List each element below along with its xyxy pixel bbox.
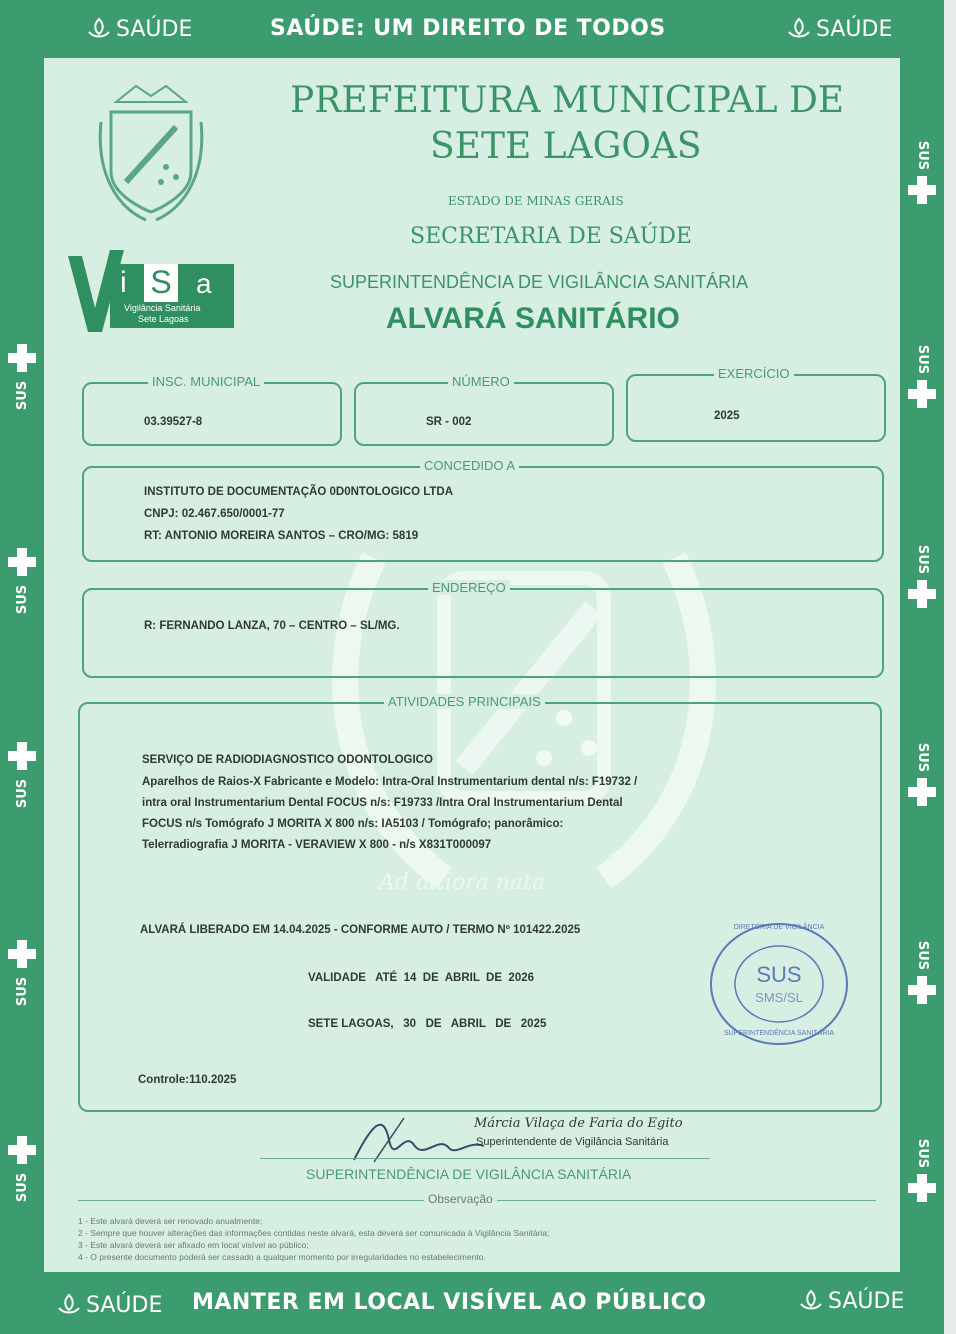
sus-mark-left xyxy=(4,344,40,464)
endereco-box xyxy=(82,580,884,678)
saude-label: SAÚDE xyxy=(828,1288,905,1314)
sus-cross-icon xyxy=(908,176,936,204)
sus-mark-right xyxy=(904,1138,940,1258)
numero-value: SR - 002 xyxy=(426,416,472,428)
sus-label: SUS xyxy=(915,544,931,575)
saude-leaf-icon xyxy=(798,1288,824,1314)
validade-text: VALIDADE ATÉ 14 DE ABRIL DE 2026 xyxy=(308,972,535,984)
observacao-item: 2 - Sempre que houver alterações das informações contidas neste alvará, esta deverá ser comunicada à Vigilância Sanitária; xyxy=(78,1228,550,1238)
visa-letter: a xyxy=(196,268,212,299)
exercicio-box xyxy=(626,366,886,442)
saude-label: SAÚDE xyxy=(86,1292,163,1318)
insc-municipal-box xyxy=(82,374,342,446)
visa-letter: S xyxy=(144,264,178,302)
sus-mark-right xyxy=(904,140,940,260)
stamp-center-sus: SUS xyxy=(756,962,802,987)
sus-label: SUS xyxy=(15,1172,31,1203)
sus-cross-icon xyxy=(908,778,936,806)
observacao-label: Observação xyxy=(424,1192,497,1206)
state-name: ESTADO DE MINAS GERAIS xyxy=(448,194,624,208)
title-line-1: PREFEITURA MUNICIPAL DE xyxy=(290,80,845,121)
paper-edge xyxy=(944,0,956,1334)
visa-subtitle: Sete Lagoas xyxy=(138,314,189,324)
saude-label: SAÚDE xyxy=(116,16,193,42)
visa-letter: i xyxy=(120,266,127,299)
atividades-line: intra oral Instrumentarium Dental FOCUS n/s: F19733 /Intra Oral Instrumentarium Dental xyxy=(142,797,623,809)
stamp-center-sms: SMS/SL xyxy=(755,990,803,1005)
sus-label: SUS xyxy=(915,1138,931,1169)
numero-label: NÚMERO xyxy=(448,374,514,389)
saude-leaf-icon xyxy=(786,16,812,42)
bottom-banner: MANTER EM LOCAL VISÍVEL AO PÚBLICO xyxy=(192,1290,707,1315)
sus-mark-right xyxy=(904,940,940,1060)
signature-footer: SUPERINTENDÊNCIA DE VIGILÂNCIA SANITÁRIA xyxy=(306,1166,632,1182)
signatory-name: Márcia Vilaça de Faria do Egito xyxy=(474,1116,683,1131)
sus-mark-right xyxy=(904,344,940,464)
visa-subtitle: Vigilância Sanitária xyxy=(124,303,201,313)
saude-label: SAÚDE xyxy=(816,16,893,42)
signatory-role: Superintendente de Vigilância Sanitária xyxy=(476,1136,669,1148)
controle-number: Controle:110.2025 xyxy=(138,1074,237,1086)
sus-stamp xyxy=(708,920,850,1048)
sus-label: SUS xyxy=(15,976,31,1007)
concedido-label: CONCEDIDO A xyxy=(420,458,519,473)
document-sheet xyxy=(44,58,900,1272)
sus-label: SUS xyxy=(15,778,31,809)
sus-cross-icon xyxy=(8,742,36,770)
superintendence-name: SUPERINTENDÊNCIA DE VIGILÂNCIA SANITÁRIA xyxy=(330,272,749,292)
top-banner: SAÚDE: UM DIREITO DE TODOS xyxy=(270,16,666,41)
sus-cross-icon xyxy=(8,1136,36,1164)
atividades-title: SERVIÇO DE RADIODIAGNOSTICO ODONTOLOGICO xyxy=(142,754,433,766)
sus-label: SUS xyxy=(915,344,931,375)
insc-municipal-value: 03.39527-8 xyxy=(144,416,203,428)
sus-mark-left xyxy=(4,742,40,862)
saude-logo-top-left xyxy=(86,16,192,42)
sus-cross-icon xyxy=(8,548,36,576)
saude-logo-top-right xyxy=(786,16,892,42)
signature-line xyxy=(260,1158,710,1159)
concedido-name: INSTITUTO DE DOCUMENTAÇÃO 0D0NTOLOGICO LTDA xyxy=(144,486,454,498)
sus-mark-left xyxy=(4,940,40,1060)
sus-label: SUS xyxy=(915,742,931,773)
sus-cross-icon xyxy=(908,580,936,608)
insc-municipal-label: INSC. MUNICIPAL xyxy=(148,374,264,389)
visa-logo xyxy=(66,248,238,338)
observacao-item: 4 - O presente documento poderá ser cassado a qualquer momento por irregularidades no estabelecimento. xyxy=(78,1252,486,1262)
document-title: ALVARÁ SANITÁRIO xyxy=(386,302,680,335)
sus-mark-left xyxy=(4,1136,40,1256)
concedido-box xyxy=(82,458,884,562)
sus-mark-left xyxy=(4,548,40,668)
handwritten-signature xyxy=(344,1110,494,1170)
sus-cross-icon xyxy=(8,344,36,372)
concedido-cnpj: CNPJ: 02.467.650/0001-77 xyxy=(144,508,285,520)
atividades-box xyxy=(78,694,882,1112)
sus-label: SUS xyxy=(15,584,31,615)
endereco-label: ENDEREÇO xyxy=(428,580,510,595)
sus-cross-icon xyxy=(8,940,36,968)
endereco-value: R: FERNANDO LANZA, 70 – CENTRO – SL/MG. xyxy=(144,620,400,632)
saude-logo-bottom-left xyxy=(56,1292,162,1318)
saude-logo-bottom-right xyxy=(798,1288,904,1314)
sus-cross-icon xyxy=(908,1174,936,1202)
concedido-rt: RT: ANTONIO MOREIRA SANTOS – CRO/MG: 5819 xyxy=(144,530,419,542)
sus-mark-right xyxy=(904,742,940,862)
title-line-2: SETE LAGOAS xyxy=(430,126,702,167)
watermark-motto: Ad altiora nata xyxy=(379,870,546,895)
sus-cross-icon xyxy=(908,380,936,408)
atividades-line: Aparelhos de Raios-X Fabricante e Modelo: Intra-Oral Instrumentarium dental n/s: F19732 / xyxy=(142,776,638,788)
sus-cross-icon xyxy=(908,976,936,1004)
saude-leaf-icon xyxy=(56,1292,82,1318)
saude-leaf-icon xyxy=(86,16,112,42)
atividades-label: ATIVIDADES PRINCIPAIS xyxy=(384,694,545,709)
sus-label: SUS xyxy=(915,940,931,971)
numero-box xyxy=(354,374,614,446)
sus-mark-right xyxy=(904,544,940,664)
alvara-liberado: ALVARÁ LIBERADO EM 14.04.2025 - CONFORME AUTO / TERMO Nº 101422.2025 xyxy=(140,924,581,936)
atividades-line: FOCUS n/s Tomógrafo J MORITA X 800 n/s: IA5103 / Tomógrafo; panorâmico: xyxy=(142,818,564,830)
sus-label: SUS xyxy=(915,140,931,171)
observacao-item: 3 - Este alvará deverá ser afixado em local visível ao público; xyxy=(78,1240,309,1250)
exercicio-label: EXERCÍCIO xyxy=(714,366,794,381)
stamp-ring-top: DIRETORIA DE VIGILÂNCIA xyxy=(733,924,825,931)
sus-label: SUS xyxy=(15,380,31,411)
stamp-ring-bottom: SUPERINTENDÊNCIA SANITÁRIA xyxy=(723,1030,835,1037)
local-data-text: SETE LAGOAS, 30 DE ABRIL DE 2025 xyxy=(308,1018,547,1030)
department-name: SECRETARIA DE SAÚDE xyxy=(410,224,692,249)
exercicio-value: 2025 xyxy=(714,410,740,422)
atividades-line: Telerradiografia J MORITA - VERAVIEW X 800 - n/s X831T000097 xyxy=(142,839,492,851)
city-crest-icon xyxy=(96,82,206,222)
observacao-item: 1 - Este alvará deverá ser renovado anualmente; xyxy=(78,1216,263,1226)
